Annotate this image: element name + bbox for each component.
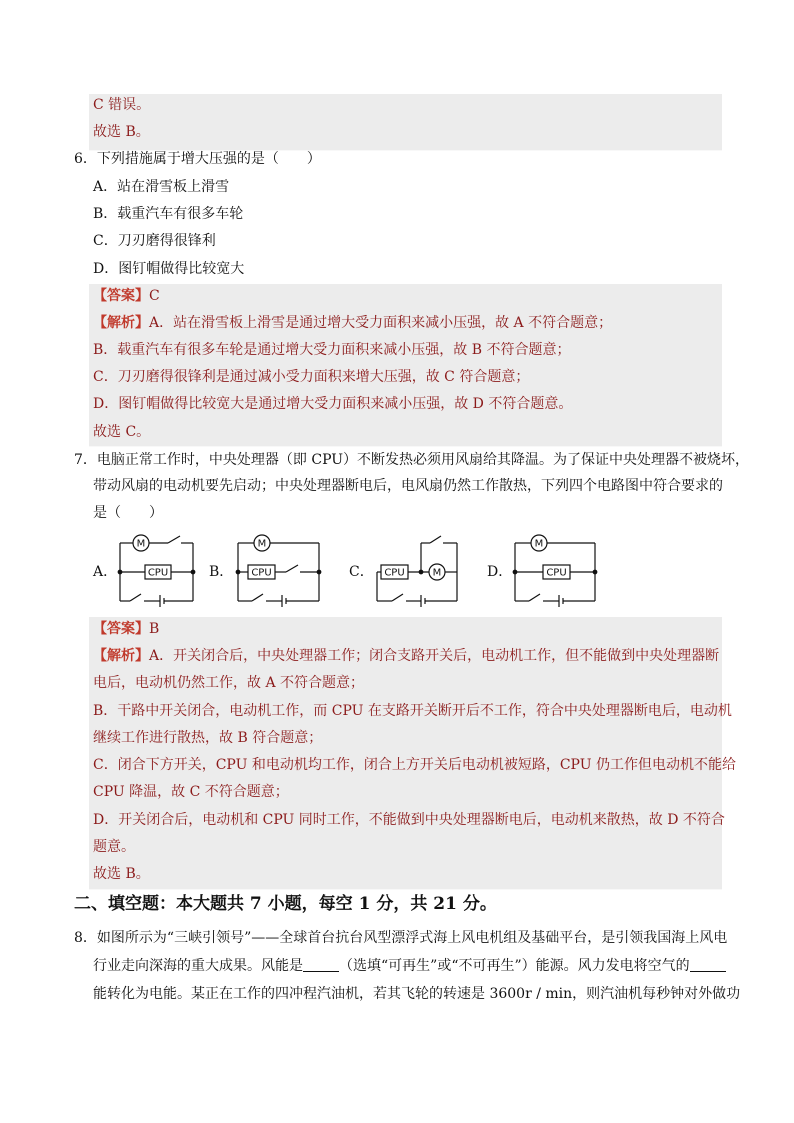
q7-option-label-d: D． <box>487 564 513 580</box>
q7-analysis-2: 电后，电动机仍然工作，故 A 不符合题意； <box>93 675 365 691</box>
q6-option-c: C．刀刃磨得很锋利 <box>93 233 216 249</box>
cpu-label: CPU <box>147 567 169 579</box>
analysis-tag: 【解析】 <box>93 315 149 331</box>
cpu-label: CPU <box>546 567 567 579</box>
switch-icon <box>430 536 441 543</box>
cpu-label: CPU <box>251 567 272 579</box>
motor-label: M <box>257 538 267 550</box>
analysis-text: A．站在滑雪板上滑雪是通过增大受力面积来减小压强，故 A 不符合题意； <box>149 315 613 331</box>
switch-icon <box>252 594 263 601</box>
motor-label: M <box>136 538 146 550</box>
answer-tag: 【答案】 <box>93 288 149 304</box>
q8-line1: 8．如图所示为“三峡引领号”——全球首台抗台风型漂浮式海上风电机组及基础平台，是引领我国海上风电 <box>74 930 728 946</box>
q7-conclusion: 故选 B。 <box>93 866 150 882</box>
motor-label: M <box>432 567 442 579</box>
q8-line2 <box>93 956 726 976</box>
switch-icon <box>392 594 403 601</box>
switch-icon <box>286 565 298 572</box>
q6-analysis-b: B．载重汽车有很多车轮是通过增大受力面积来减小压强，故 B 不符合题意； <box>93 342 571 358</box>
switch-icon <box>168 536 180 543</box>
q7-option-label-c: C． <box>349 564 374 580</box>
q7-analysis-8: 题意。 <box>93 839 135 855</box>
switch-icon <box>130 594 141 601</box>
q7-analysis-7: D．开关闭合后，电动机和 CPU 同时工作，不能做到中央处理器断电后，电动机来散热，故 D 不符合 <box>93 812 725 828</box>
q6-analysis-d: D．图钉帽做得比较宽大是通过增大受力面积来减小压强，故 D 不符合题意。 <box>93 396 573 412</box>
q7-analysis-6: CPU 降温，故 C 不符合题意； <box>93 784 289 800</box>
circuit-b <box>236 535 321 607</box>
analysis-tag: 【解析】 <box>93 648 149 664</box>
q7-analysis-1 <box>93 646 719 666</box>
q7-option-label-a: A． <box>93 564 118 580</box>
cpu-label: CPU <box>384 567 405 579</box>
prev-line: C 错误。 <box>93 97 151 113</box>
prev-answer-block <box>89 94 722 151</box>
q6-analysis-c: C．刀刃磨得很锋利是通过减小受力面积来增大压强，故 C 符合题意； <box>93 369 530 385</box>
motor-label: M <box>534 538 544 550</box>
q6-analysis-a <box>93 313 612 333</box>
q7-stem-line2: 带动风扇的电动机要先启动；中央处理器断电后，电风扇仍然工作散热，下列四个电路图中符合要求的 <box>93 478 723 494</box>
q6-conclusion: 故选 C。 <box>93 424 151 440</box>
q8-line3: 能转化为电能。某正在工作的四冲程汽油机，若其飞轮的转速是 3600r / min，则汽油机每秒钟对外做功 <box>93 986 741 1002</box>
q7-option-label-b: B． <box>209 564 234 580</box>
q7-analysis-4: 继续工作进行散热，故 B 符合题意； <box>93 730 323 746</box>
answer-value: B <box>149 621 160 637</box>
q6-stem: 6．下列措施属于增大压强的是（ ） <box>74 151 321 167</box>
q7-analysis-3: B．干路中开关闭合，电动机工作，而 CPU 在支路开关断开后不工作，符合中央处理器断电后，电动机 <box>93 703 732 719</box>
q7-stem-line1: 7．电脑正常工作时，中央处理器（即 CPU）不断发热必须用风扇给其降温。为了保证中央处理器不被烧坏， <box>74 452 750 468</box>
answer-blank[interactable] <box>690 957 726 972</box>
switch-icon <box>529 594 540 601</box>
q6-answer <box>93 286 160 306</box>
answer-blank[interactable] <box>303 957 339 972</box>
analysis-text: A．开关闭合后，中央处理器工作；闭合支路开关后，电动机工作，但不能做到中央处理器断 <box>149 648 720 664</box>
q7-circuits <box>0 530 794 630</box>
q7-analysis-5: C．闭合下方开关，CPU 和电动机均工作，闭合上方开关后电动机被短路，CPU 仍工作但电动机不能给 <box>93 757 736 773</box>
prev-conclusion: 故选 B。 <box>93 124 150 140</box>
q6-option-a: A．站在滑雪板上滑雪 <box>93 179 230 195</box>
q8-text: （选填“可再生”或“不可再生”）能源。风力发电将空气的 <box>339 958 690 974</box>
q6-option-d: D．图钉帽做得比较宽大 <box>93 261 245 277</box>
q8-text: 行业走向深海的重大成果。风能是 <box>93 958 303 974</box>
section-heading: 二、填空题：本大题共 7 小题，每空 1 分，共 21 分。 <box>74 894 497 914</box>
q7-stem-line3: 是（ ） <box>93 505 163 521</box>
q7-answer <box>93 619 159 639</box>
answer-tag: 【答案】 <box>93 621 149 637</box>
answer-value: C <box>149 288 160 304</box>
q6-answer-block <box>89 284 722 447</box>
q6-option-b: B．载重汽车有很多车轮 <box>93 206 244 222</box>
